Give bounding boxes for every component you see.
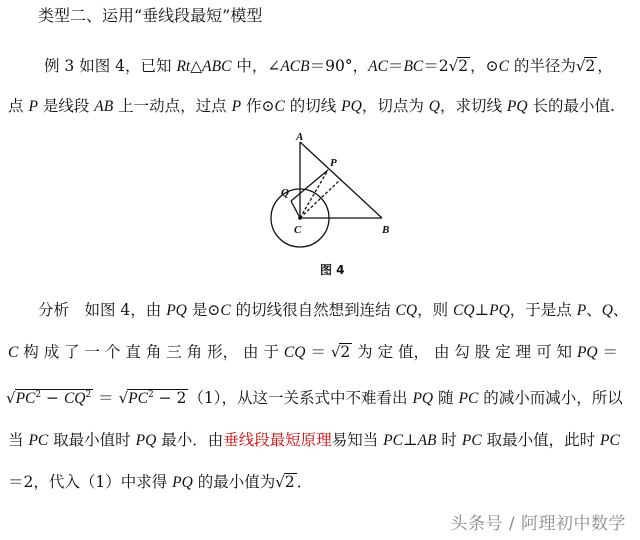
- geometry-figure: [270, 128, 400, 248]
- example-line-2: 点 P 是线段 AB 上一动点，过点 P 作⊙C 的切线 PQ，切点为 Q，求切线 PQ 长的最小值.: [8, 97, 615, 115]
- dashed-cp: [300, 170, 328, 218]
- watermark: 头条号 / 阿理初中数学: [450, 514, 626, 534]
- label-c: C: [294, 224, 302, 236]
- section-heading: 类型二、运用“垂线段最短”模型: [38, 6, 263, 25]
- label-b: B: [382, 224, 390, 236]
- formula-radicand-2: $PC^2 - 2$: [128, 389, 187, 407]
- radical-sign: √: [275, 473, 285, 491]
- dashed-c-foot: [300, 179, 341, 218]
- analysis-line-1: 分析 如图 4，由 PQ 是⊙C 的切线很自然想到连结 CQ，则 CQ⊥PQ，于是点 P、Q、: [38, 301, 629, 319]
- radical-sign: √: [6, 389, 16, 407]
- radical-sign: √: [118, 389, 129, 407]
- formula-radicand-1: $PC^2 - CQ^2$: [15, 389, 92, 407]
- label-a: A: [296, 131, 304, 143]
- label-p: P: [330, 157, 337, 169]
- analysis-line-3: $√PC^2 - CQ^2 = √PC^2 - 2$ （1），从这一关系式中不难看出 PQ 随 PC 的减小而减小，所以: [6, 389, 623, 407]
- point-c-dot: [298, 216, 302, 220]
- radical-sign: √: [575, 57, 586, 75]
- radical-sign: √: [330, 343, 341, 361]
- label-q: Q: [281, 187, 289, 199]
- highlighted-principle: 垂线段最短原理: [223, 431, 332, 449]
- analysis-line-4: 当 PC 取最小值时 PQ 最小．由垂线段最短原理易知当 PC⊥AB 时 PC 取最小值，此时 PC: [8, 431, 620, 449]
- segment-cq: [291, 201, 300, 218]
- analysis-line-2: C 构 成 了 一 个 直 角 三 角 形， 由 于 CQ ＝ √2 为 定 值， 由 勾 股 定 理 可 知 PQ ＝: [8, 343, 619, 361]
- radical-sign: √: [448, 57, 459, 75]
- analysis-line-5: ＝2，代入（1）中求得 PQ 的最小值为√2 ．: [8, 473, 313, 491]
- figure-caption: 图 4: [320, 263, 345, 277]
- example-line-1: 例 3 如图 4，已知 Rt△ABC 中，∠ACB＝90°，AC＝BC＝2√2 ，⊙C 的半径为√2 ，: [44, 57, 613, 75]
